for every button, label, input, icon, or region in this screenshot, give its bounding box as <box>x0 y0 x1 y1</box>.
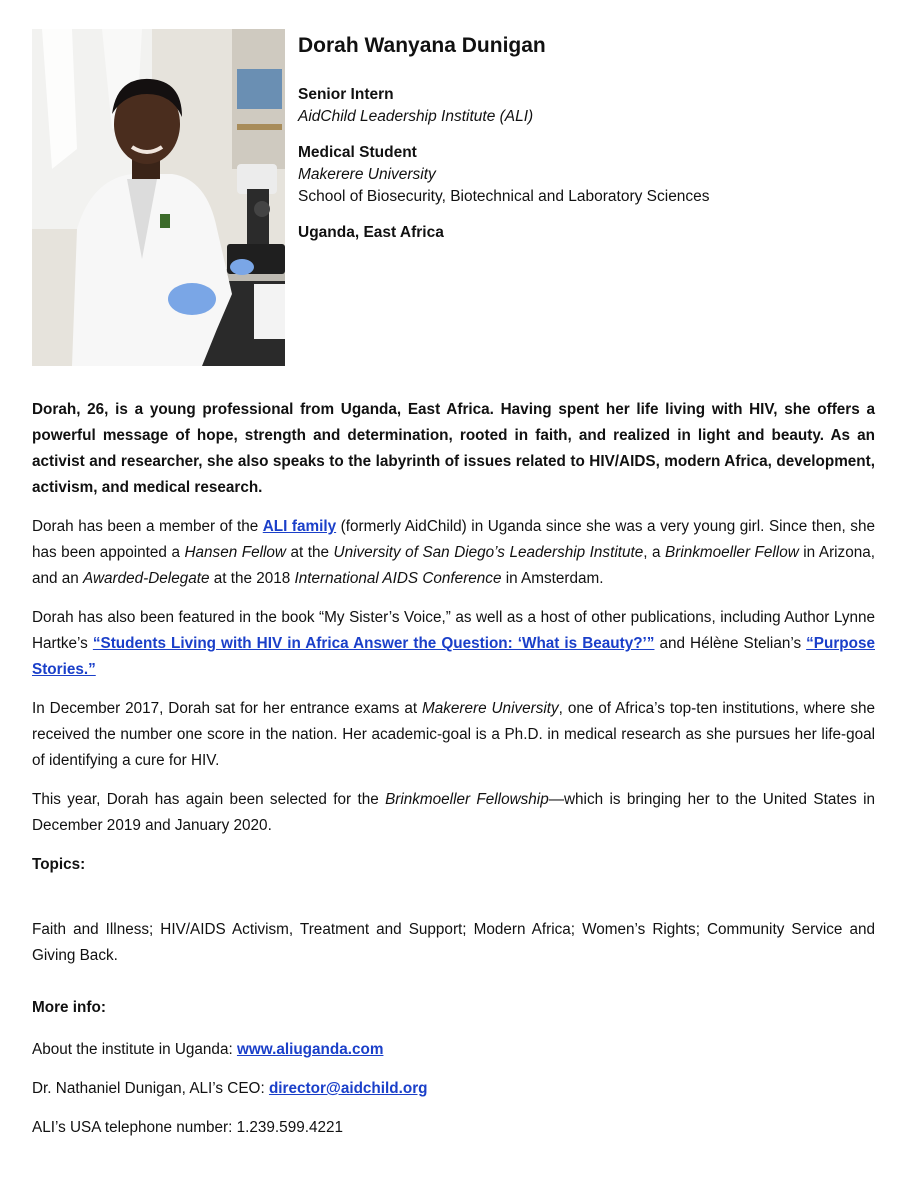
person-name: Dorah Wanyana Dunigan <box>298 34 546 57</box>
topics-list: Faith and Illness; HIV/AIDS Activism, Treatment and Support; Modern Africa; Women’s Rights; Community Service and Giving Back. <box>32 921 875 964</box>
school-name: School of Biosecurity, Biotechnical and Laboratory Sciences <box>298 188 710 205</box>
role-organization: AidChild Leadership Institute (ALI) <box>298 108 534 125</box>
ali-family-link[interactable]: ALI family <box>262 518 337 535</box>
purpose-stories-link[interactable]: “Purpose Stories.” <box>32 635 875 678</box>
education-paragraph: In December 2017, Dorah sat for her entrance exams at Makerere University, one of Africa’s top-ten institutions, where she received the number one score in the nation. Her academic-goal is a Ph.D. in medical research as she pursues her life-goal of identifying a cure for HIV. <box>32 700 876 769</box>
phone-line: ALI’s USA telephone number: 1.239.599.4221 <box>32 1119 343 1136</box>
role-title: Senior Intern <box>298 86 394 103</box>
location: Uganda, East Africa <box>298 224 444 241</box>
email-link[interactable]: director@aidchild.org <box>268 1080 428 1097</box>
profile-photo <box>32 29 285 366</box>
more-info-heading: More info: <box>32 999 106 1016</box>
topics-heading: Topics: <box>32 856 86 873</box>
biography <box>32 397 875 1154</box>
membership-paragraph: Dorah has been a member of the ALI family (formerly AidChild) in Uganda since she was a very young girl. Since then, she has been appointed a Hansen Fellow at the University of San Diego’s Leadership Institute, a Brinkmoeller Fellow in Arizona, and an Awarded-Delegate at the 2018 International AIDS Conference in Amsterdam. <box>32 518 875 587</box>
student-title: Medical Student <box>298 144 417 161</box>
website-link[interactable]: www.aliuganda.com <box>236 1041 384 1058</box>
profile-header <box>298 33 868 244</box>
publications-paragraph: Dorah has also been featured in the book “My Sister’s Voice,” as well as a host of other publications, including Author Lynne Hartke’s “Students Living with HIV in Africa Answer the Question: ‘What is Beauty?’” and Hélène Stelian’s “Purpose Stories.” <box>32 609 875 678</box>
beauty-article-link[interactable]: “Students Living with HIV in Africa Answer the Question: ‘What is Beauty?’” <box>92 635 655 652</box>
ceo-email-line: Dr. Nathaniel Dunigan, ALI’s CEO: director@aidchild.org <box>32 1080 428 1097</box>
university-name: Makerere University <box>298 166 436 183</box>
institute-website-line: About the institute in Uganda: www.aliuganda.com <box>32 1041 384 1058</box>
intro-paragraph: Dorah, 26, is a young professional from Uganda, East Africa. Having spent her life living with HIV, she offers a powerful message of hope, strength and determination, rooted in faith, and realized in light and beauty. As an activist and researcher, she also speaks to the labyrinth of issues related to HIV/AIDS, modern Africa, development, activism, and medical research. <box>32 401 875 496</box>
fellowship-paragraph: This year, Dorah has again been selected for the Brinkmoeller Fellowship—which is bringing her to the United States in December 2019 and January 2020. <box>32 791 875 834</box>
